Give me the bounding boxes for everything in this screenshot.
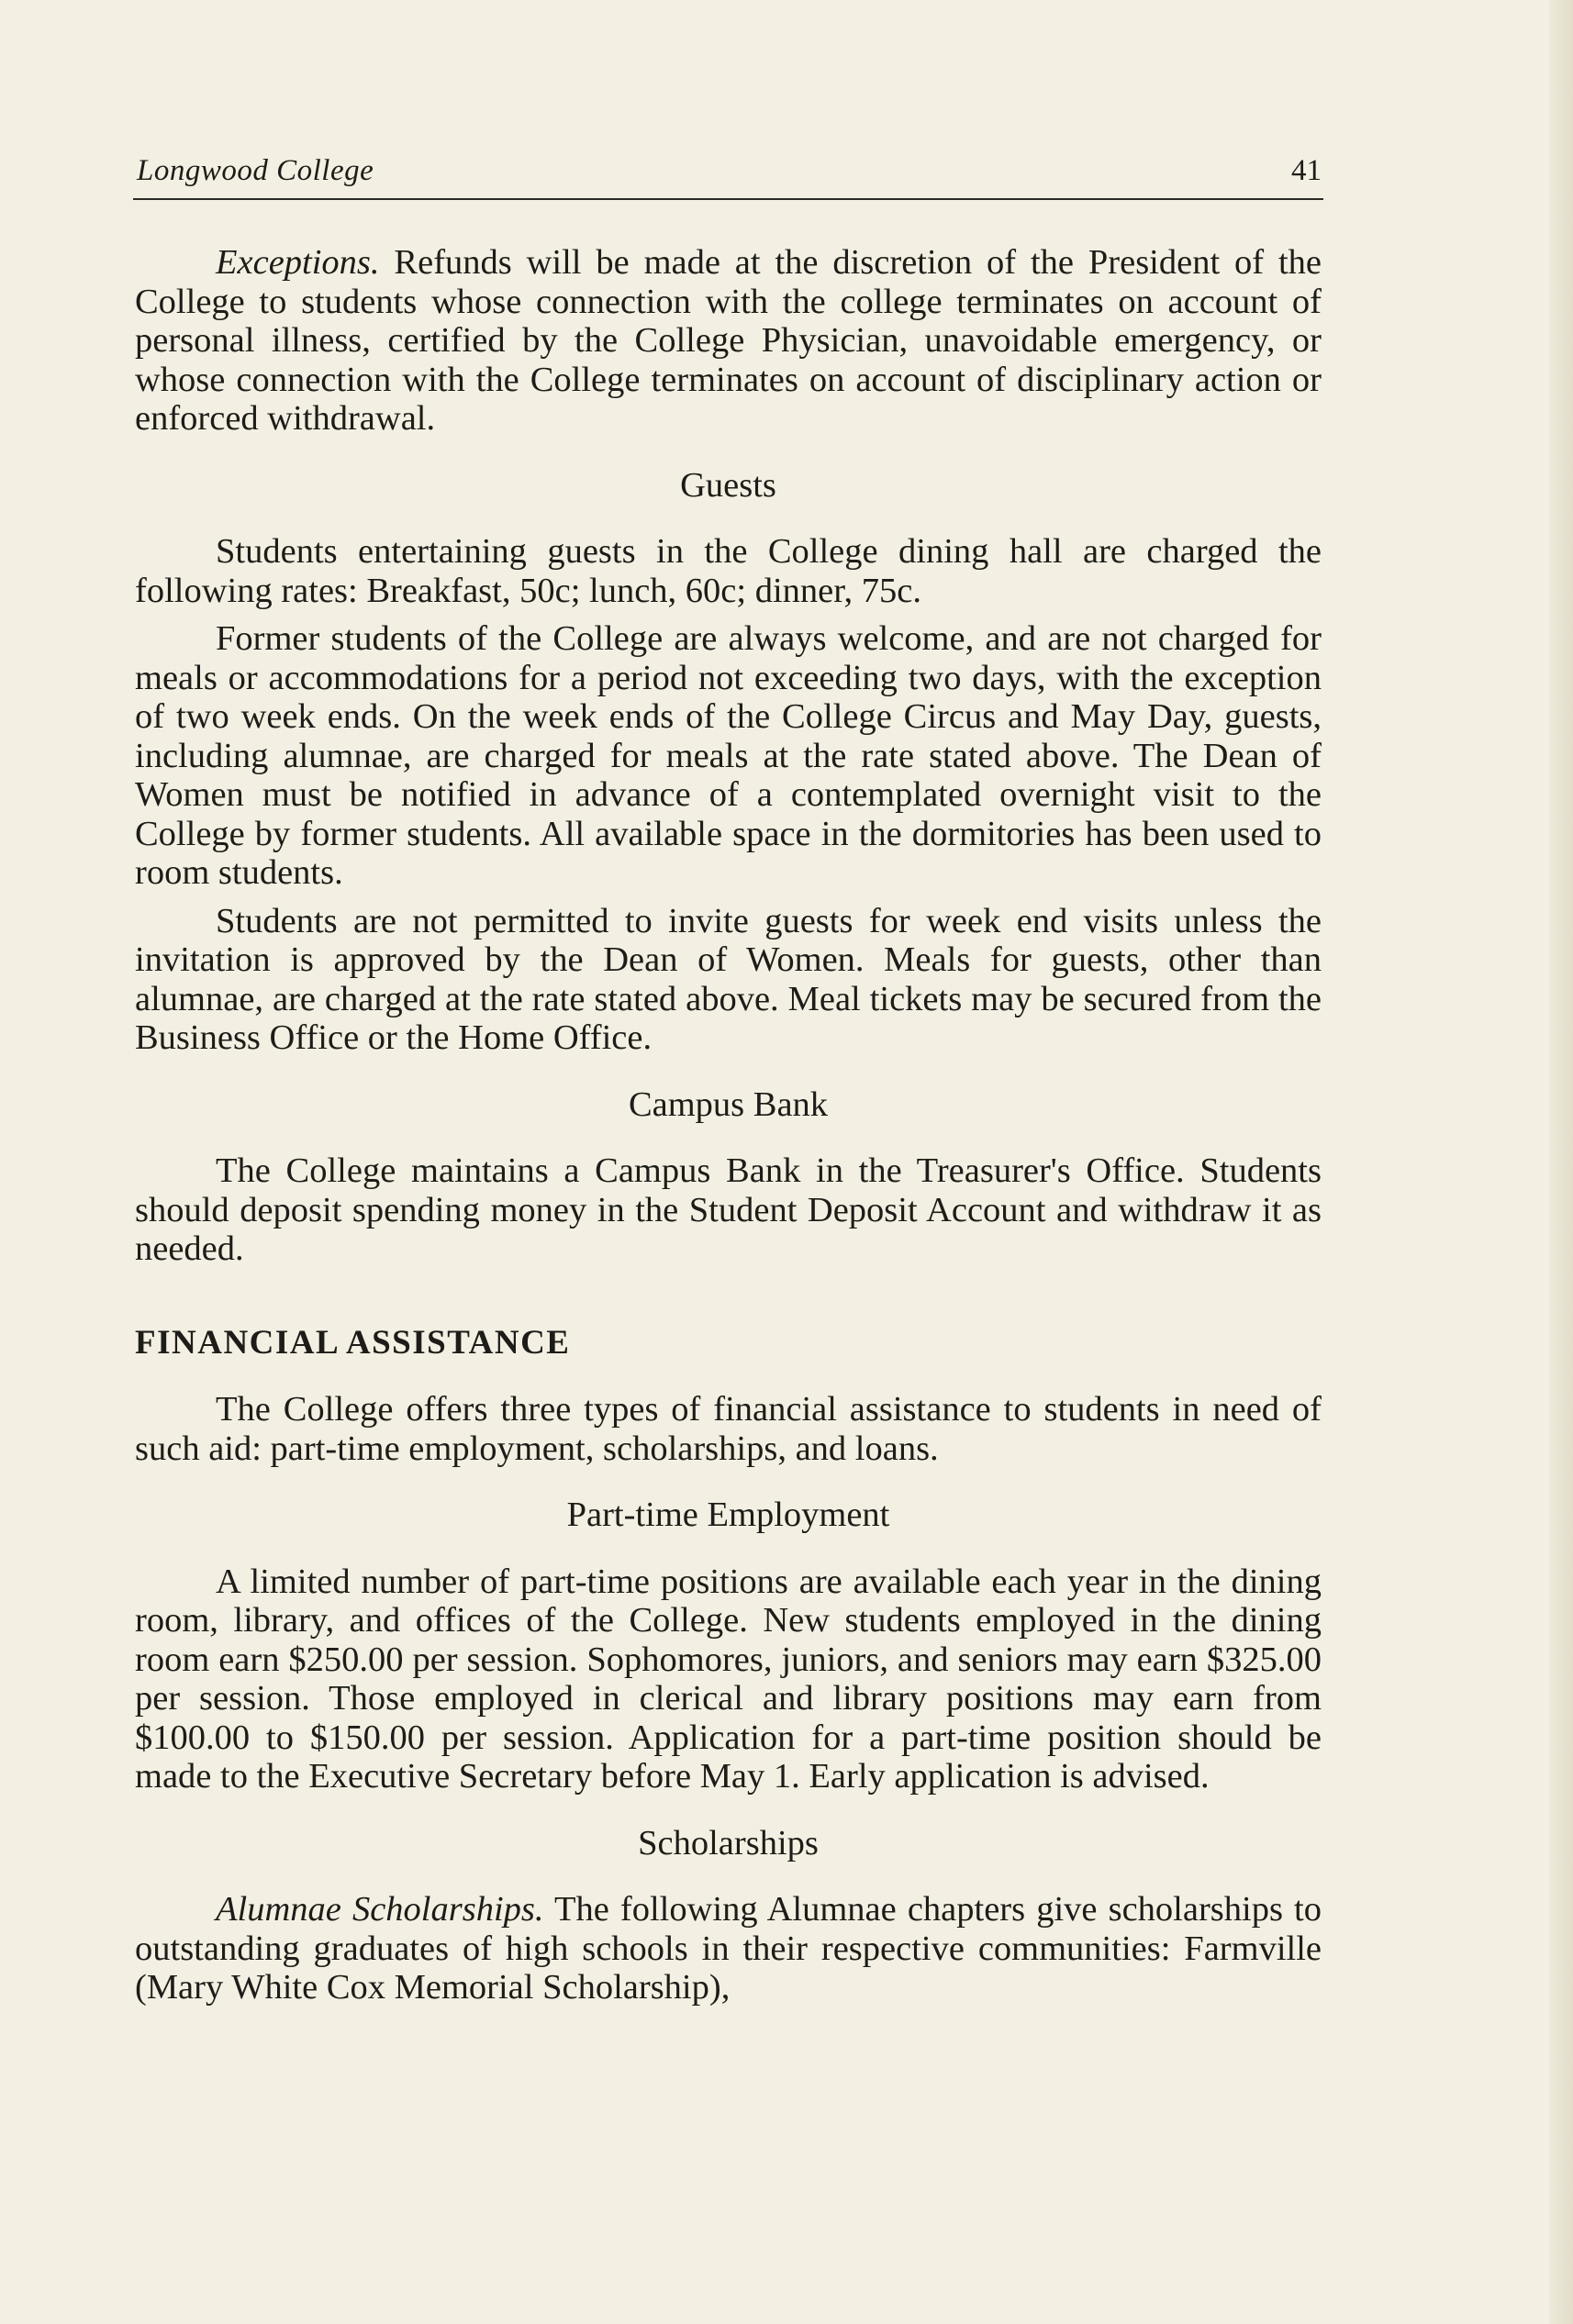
exceptions-lead: Exceptions. bbox=[216, 243, 380, 282]
page-body bbox=[135, 243, 1322, 2007]
exceptions-paragraph bbox=[135, 243, 1322, 439]
financial-assistance-paragraph: The College offers three types of financial assistance to students in need of such aid: part-time employment, scholarships, and loans. bbox=[135, 1390, 1322, 1468]
page-edge-shadow bbox=[1549, 0, 1573, 2324]
page-number: 41 bbox=[1291, 154, 1322, 187]
exceptions-text: Refunds will be made at the discretion of the President of the College to students whose connection with the college terminates on account of personal illness, certified by the College Physician, unavoidable emergency, or whose connection with the College terminates on account of disciplinary action or enforced withdrawal. bbox=[135, 243, 1322, 438]
campus-bank-paragraph: The College maintains a Campus Bank in the Treasurer's Office. Students should deposit spending money in the Student Deposit Account and withdraw it as needed. bbox=[135, 1151, 1322, 1268]
part-time-employment-paragraph: A limited number of part-time positions are available each year in the dining room, library, and offices of the College. New students employed in the dining room earn $250.00 per session. Sophomores, juniors, and seniors may earn $325.00 per session. Those employed in clerical and library positions may earn from $100.00 to $150.00 per session. Application for a part-time position should be made to the Executive Secretary before May 1. Early application is advised. bbox=[135, 1562, 1322, 1796]
guests-heading: Guests bbox=[680, 465, 776, 505]
guests-paragraph-1: Students entertaining guests in the College dining hall are charged the following rates: Breakfast, 50c; lunch, 60c; dinner, 75c. bbox=[135, 532, 1322, 610]
alumnae-scholarships-lead: Alumnae Scholarships. bbox=[216, 1890, 544, 1929]
campus-bank-heading: Campus Bank bbox=[628, 1084, 829, 1124]
part-time-employment-heading: Part-time Employment bbox=[566, 1496, 890, 1534]
running-header bbox=[133, 147, 1323, 202]
alumnae-scholarships-text: The following Alumnae chapters give scholarships to outstanding graduates of high schools in their respective communities: Farmville (Mary White Cox Memorial Scholarship), bbox=[135, 1890, 1322, 2007]
alumnae-scholarships-paragraph bbox=[135, 1890, 1322, 2007]
scholarships-heading: Scholarships bbox=[638, 1823, 819, 1863]
running-title: Longwood College bbox=[137, 154, 374, 187]
header-rule bbox=[133, 198, 1323, 200]
guests-paragraph-2: Former students of the College are always welcome, and are not charged for meals or accommodations for a period not exceeding two days, with the exception of two week ends. On the week ends of the College Circus and May Day, guests, including alumnae, are charged for meals at the rate stated above. The Dean of Women must be notified in advance of a contemplated overnight visit to the College by former students. All available space in the dormitories has been used to room students. bbox=[135, 619, 1322, 892]
financial-assistance-heading: FINANCIAL ASSISTANCE bbox=[135, 1323, 571, 1362]
guests-paragraph-3: Students are not permitted to invite guests for week end visits unless the invitation is approved by the Dean of Women. Meals for guests, other than alumnae, are charged at the rate stated above. Meal tickets may be secured from the Business Office or the Home Office. bbox=[135, 901, 1322, 1057]
